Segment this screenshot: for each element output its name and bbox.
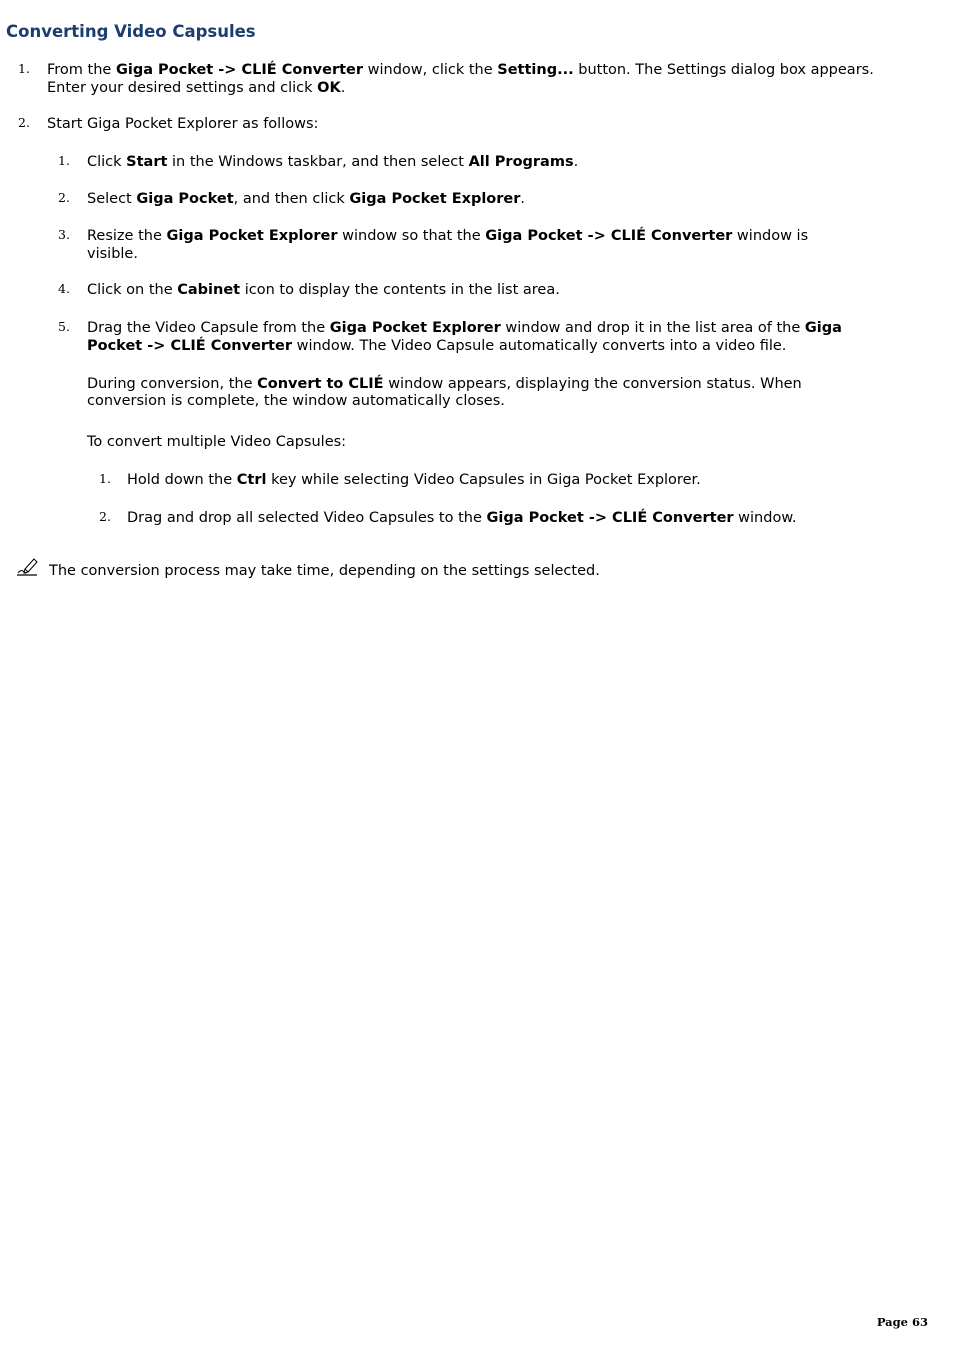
conversion-paragraph-line-2: conversion is complete, the window automatically closes. [87,393,505,409]
window-name: Giga Pocket -> CLIÉ Converter [115,62,364,78]
step-text-line-1: From the Giga Pocket -> CLIÉ Converter window, click the Setting... button. The Settings dialog box appears. [47,62,874,78]
step-text-line-1: Resize the Giga Pocket Explorer window so that the Giga Pocket -> CLIÉ Converter window is [87,228,809,244]
step-number: 5. [58,319,70,334]
step-number: 1. [18,61,30,76]
ok-button-ref: OK [317,80,341,96]
setting-button-ref: Setting... [497,62,574,78]
multi-step-2: Drag and drop all selected Video Capsules to the Giga Pocket -> CLIÉ Converter window. [127,510,797,526]
step-text-line-2: Enter your desired settings and click OK. [47,80,346,96]
step-number: 4. [58,281,70,296]
step-text-line-2: visible. [87,246,138,262]
step-number: 1. [58,153,70,168]
note-text: The conversion process may take time, depending on the settings selected. [49,563,600,579]
conversion-paragraph-line-1: During conversion, the Convert to CLIÉ window appears, displaying the conversion status. When [87,376,802,392]
multiple-paragraph: To convert multiple Video Capsules: [87,434,347,450]
step-text-line-1: Drag the Video Capsule from the Giga Pocket Explorer window and drop it in the list area of the Giga [87,320,842,336]
step-number: 2. [58,190,70,205]
step-text: Select Giga Pocket, and then click Giga Pocket Explorer. [87,191,526,207]
page-number: Page 63 [876,1315,928,1329]
step-text: Click on the Cabinet icon to display the contents in the list area. [87,282,560,298]
step-number: 2. [18,115,30,130]
multi-step-1: Hold down the Ctrl key while selecting Video Capsules in Giga Pocket Explorer. [127,472,701,488]
note-pencil-icon [15,557,39,579]
step-text: Click Start in the Windows taskbar, and then select All Programs. [87,154,579,170]
step-text-line-2: Pocket -> CLIÉ Converter window. The Video Capsule automatically converts into a video file. [87,338,787,354]
step-number: 3. [58,227,70,242]
page-title: Converting Video Capsules [6,22,256,41]
step-text: Start Giga Pocket Explorer as follows: [47,116,319,132]
step-number: 2. [99,509,111,524]
step-number: 1. [99,471,111,486]
